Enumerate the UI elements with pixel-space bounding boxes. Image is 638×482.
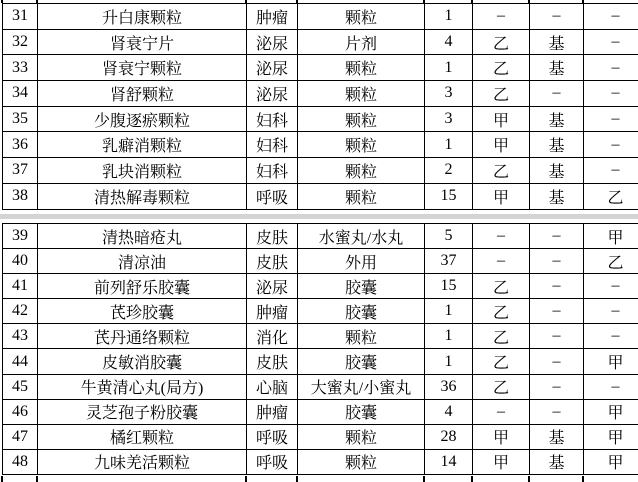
drug-name-cell: 橘红颗粒 <box>38 424 247 449</box>
quantity-cell: 1 <box>425 132 473 158</box>
drug-name-cell: 灵芝孢子粉胶囊 <box>38 399 247 424</box>
category-cell: 泌尿 <box>247 274 298 299</box>
category-cell: 皮肤 <box>247 224 298 249</box>
category-cell: 肿瘤 <box>247 399 298 424</box>
row-number-cell: 33 <box>3 55 38 81</box>
drug-name-cell: 九味羌活颗粒 <box>38 449 247 474</box>
category-cell: 泌尿 <box>247 29 298 55</box>
mark-col-2-cell: – <box>530 249 584 274</box>
category-cell: 妇科 <box>247 158 298 184</box>
table-row <box>3 249 638 274</box>
drug-name-cell: 肾衰宁片 <box>38 29 247 55</box>
dosage-form-cell: 颗粒 <box>298 424 425 449</box>
table-row <box>3 183 638 209</box>
dosage-form-cell: 胶囊 <box>298 349 425 374</box>
quantity-cell: 3 <box>425 81 473 107</box>
grid-line <box>582 476 584 482</box>
mark-col-2-cell: – <box>530 374 584 399</box>
mark-col-3-cell: 甲 <box>584 224 638 249</box>
medicine-table-block-2 <box>2 223 638 475</box>
row-number-cell: 34 <box>3 81 38 107</box>
dosage-form-cell: 颗粒 <box>298 4 425 30</box>
mark-col-2-cell: 基 <box>530 106 584 132</box>
quantity-cell: 2 <box>425 158 473 184</box>
mark-col-2-cell: – <box>530 4 584 30</box>
dosage-form-cell: 颗粒 <box>298 106 425 132</box>
mark-col-3-cell: – <box>584 4 638 30</box>
mark-col-1-cell: 乙 <box>473 55 530 81</box>
mark-col-2-cell: 基 <box>530 449 584 474</box>
quantity-cell: 1 <box>425 349 473 374</box>
dosage-form-cell: 胶囊 <box>298 299 425 324</box>
mark-col-1-cell: – <box>473 224 530 249</box>
drug-name-cell: 少腹逐瘀颗粒 <box>38 106 247 132</box>
grid-line <box>528 476 530 482</box>
row-number-cell: 48 <box>3 449 38 474</box>
mark-col-1-cell: 乙 <box>473 349 530 374</box>
mark-col-3-cell: – <box>584 29 638 55</box>
mark-col-3-cell: 甲 <box>584 399 638 424</box>
mark-col-2-cell: 基 <box>530 29 584 55</box>
mark-col-3-cell: 甲 <box>584 449 638 474</box>
drug-name-cell: 乳块消颗粒 <box>38 158 247 184</box>
mark-col-1-cell: 甲 <box>473 106 530 132</box>
table-row <box>3 399 638 424</box>
table-row <box>3 274 638 299</box>
row-number-cell: 40 <box>3 249 38 274</box>
row-number-cell: 31 <box>3 4 38 30</box>
row-number-cell: 38 <box>3 183 38 209</box>
category-cell: 心脑 <box>247 374 298 399</box>
dosage-form-cell: 颗粒 <box>298 81 425 107</box>
mark-col-2-cell: – <box>530 274 584 299</box>
mark-col-3-cell: 甲 <box>584 349 638 374</box>
category-cell: 泌尿 <box>247 55 298 81</box>
dosage-form-cell: 颗粒 <box>298 183 425 209</box>
table-row <box>3 81 638 107</box>
mark-col-1-cell: 甲 <box>473 449 530 474</box>
row-number-cell: 36 <box>3 132 38 158</box>
row-number-cell: 43 <box>3 324 38 349</box>
mark-col-1-cell: 乙 <box>473 158 530 184</box>
quantity-cell: 5 <box>425 224 473 249</box>
table-row <box>3 449 638 474</box>
quantity-cell: 15 <box>425 274 473 299</box>
category-cell: 泌尿 <box>247 81 298 107</box>
mark-col-1-cell: – <box>473 4 530 30</box>
mark-col-1-cell: 乙 <box>473 299 530 324</box>
row-number-cell: 37 <box>3 158 38 184</box>
mark-col-3-cell: – <box>584 274 638 299</box>
table-row <box>3 324 638 349</box>
drug-name-cell: 乳癖消颗粒 <box>38 132 247 158</box>
mark-col-2-cell: – <box>530 324 584 349</box>
category-cell: 呼吸 <box>247 424 298 449</box>
mark-col-2-cell: 基 <box>530 132 584 158</box>
dosage-form-cell: 颗粒 <box>298 55 425 81</box>
dosage-form-cell: 片剂 <box>298 29 425 55</box>
quantity-cell: 4 <box>425 399 473 424</box>
table-row <box>3 299 638 324</box>
category-cell: 妇科 <box>247 132 298 158</box>
mark-col-3-cell: 甲 <box>584 424 638 449</box>
mark-col-3-cell: – <box>584 106 638 132</box>
mark-col-1-cell: 乙 <box>473 324 530 349</box>
mark-col-1-cell: 乙 <box>473 81 530 107</box>
mark-col-2-cell: – <box>530 349 584 374</box>
mark-col-3-cell: 乙 <box>584 249 638 274</box>
dosage-form-cell: 外用 <box>298 249 425 274</box>
dosage-form-cell: 颗粒 <box>298 324 425 349</box>
quantity-cell: 28 <box>425 424 473 449</box>
mark-col-3-cell: – <box>584 132 638 158</box>
category-cell: 肿瘤 <box>247 299 298 324</box>
drug-name-cell: 清热解毒颗粒 <box>38 183 247 209</box>
dosage-form-cell: 胶囊 <box>298 274 425 299</box>
drug-name-cell: 升白康颗粒 <box>38 4 247 30</box>
quantity-cell: 1 <box>425 4 473 30</box>
mark-col-3-cell: – <box>584 324 638 349</box>
dosage-form-cell: 颗粒 <box>298 158 425 184</box>
mark-col-1-cell: 甲 <box>473 424 530 449</box>
mark-col-2-cell: 基 <box>530 424 584 449</box>
row-number-cell: 45 <box>3 374 38 399</box>
category-cell: 皮肤 <box>247 249 298 274</box>
dosage-form-cell: 颗粒 <box>298 132 425 158</box>
dosage-form-cell: 水蜜丸/水丸 <box>298 224 425 249</box>
quantity-cell: 36 <box>425 374 473 399</box>
mark-col-3-cell: – <box>584 374 638 399</box>
table-row <box>3 132 638 158</box>
medicine-table-block-1 <box>2 3 638 210</box>
grid-line <box>296 476 298 482</box>
table-row <box>3 224 638 249</box>
drug-name-cell: 前列舒乐胶囊 <box>38 274 247 299</box>
table-row <box>3 106 638 132</box>
table-row <box>3 349 638 374</box>
mark-col-2-cell: – <box>530 81 584 107</box>
row-number-cell: 46 <box>3 399 38 424</box>
quantity-cell: 1 <box>425 324 473 349</box>
mark-col-1-cell: 乙 <box>473 29 530 55</box>
mark-col-3-cell: – <box>584 299 638 324</box>
row-number-cell: 44 <box>3 349 38 374</box>
category-cell: 消化 <box>247 324 298 349</box>
mark-col-1-cell: – <box>473 399 530 424</box>
quantity-cell: 4 <box>425 29 473 55</box>
category-cell: 呼吸 <box>247 449 298 474</box>
grid-line <box>245 476 247 482</box>
row-number-cell: 42 <box>3 299 38 324</box>
dosage-form-cell: 胶囊 <box>298 399 425 424</box>
row-number-cell: 39 <box>3 224 38 249</box>
drug-name-cell: 皮敏消胶囊 <box>38 349 247 374</box>
mark-col-2-cell: 基 <box>530 55 584 81</box>
page-break-divider <box>0 214 638 219</box>
row-number-cell: 32 <box>3 29 38 55</box>
mark-col-1-cell: 乙 <box>473 274 530 299</box>
table-row <box>3 29 638 55</box>
mark-col-3-cell: 乙 <box>584 183 638 209</box>
mark-col-2-cell: – <box>530 224 584 249</box>
mark-col-1-cell: 甲 <box>473 132 530 158</box>
mark-col-3-cell: – <box>584 158 638 184</box>
mark-col-3-cell: – <box>584 55 638 81</box>
drug-name-cell: 清热暗疮丸 <box>38 224 247 249</box>
quantity-cell: 37 <box>425 249 473 274</box>
mark-col-2-cell: – <box>530 299 584 324</box>
mark-col-2-cell: – <box>530 399 584 424</box>
table-row <box>3 55 638 81</box>
drug-name-cell: 牛黄清心丸(局方) <box>38 374 247 399</box>
table-row <box>3 424 638 449</box>
grid-line <box>423 476 425 482</box>
category-cell: 呼吸 <box>247 183 298 209</box>
row-number-cell: 35 <box>3 106 38 132</box>
quantity-cell: 1 <box>425 299 473 324</box>
table-row <box>3 158 638 184</box>
category-cell: 肿瘤 <box>247 4 298 30</box>
quantity-cell: 15 <box>425 183 473 209</box>
mark-col-1-cell: 乙 <box>473 374 530 399</box>
row-number-cell: 47 <box>3 424 38 449</box>
table-row <box>3 4 638 30</box>
quantity-cell: 3 <box>425 106 473 132</box>
drug-name-cell: 芪丹通络颗粒 <box>38 324 247 349</box>
grid-line <box>471 476 473 482</box>
category-cell: 皮肤 <box>247 349 298 374</box>
grid-line <box>36 476 38 482</box>
grid-line <box>1 476 3 482</box>
row-number-cell: 41 <box>3 274 38 299</box>
category-cell: 妇科 <box>247 106 298 132</box>
dosage-form-cell: 颗粒 <box>298 449 425 474</box>
drug-name-cell: 肾衰宁颗粒 <box>38 55 247 81</box>
drug-name-cell: 肾舒颗粒 <box>38 81 247 107</box>
quantity-cell: 1 <box>425 55 473 81</box>
mark-col-2-cell: 基 <box>530 158 584 184</box>
mark-col-3-cell: – <box>584 81 638 107</box>
mark-col-1-cell: – <box>473 249 530 274</box>
drug-name-cell: 芪珍胶囊 <box>38 299 247 324</box>
mark-col-1-cell: 甲 <box>473 183 530 209</box>
quantity-cell: 14 <box>425 449 473 474</box>
table-row <box>3 374 638 399</box>
dosage-form-cell: 大蜜丸/小蜜丸 <box>298 374 425 399</box>
drug-name-cell: 清凉油 <box>38 249 247 274</box>
mark-col-2-cell: 基 <box>530 183 584 209</box>
